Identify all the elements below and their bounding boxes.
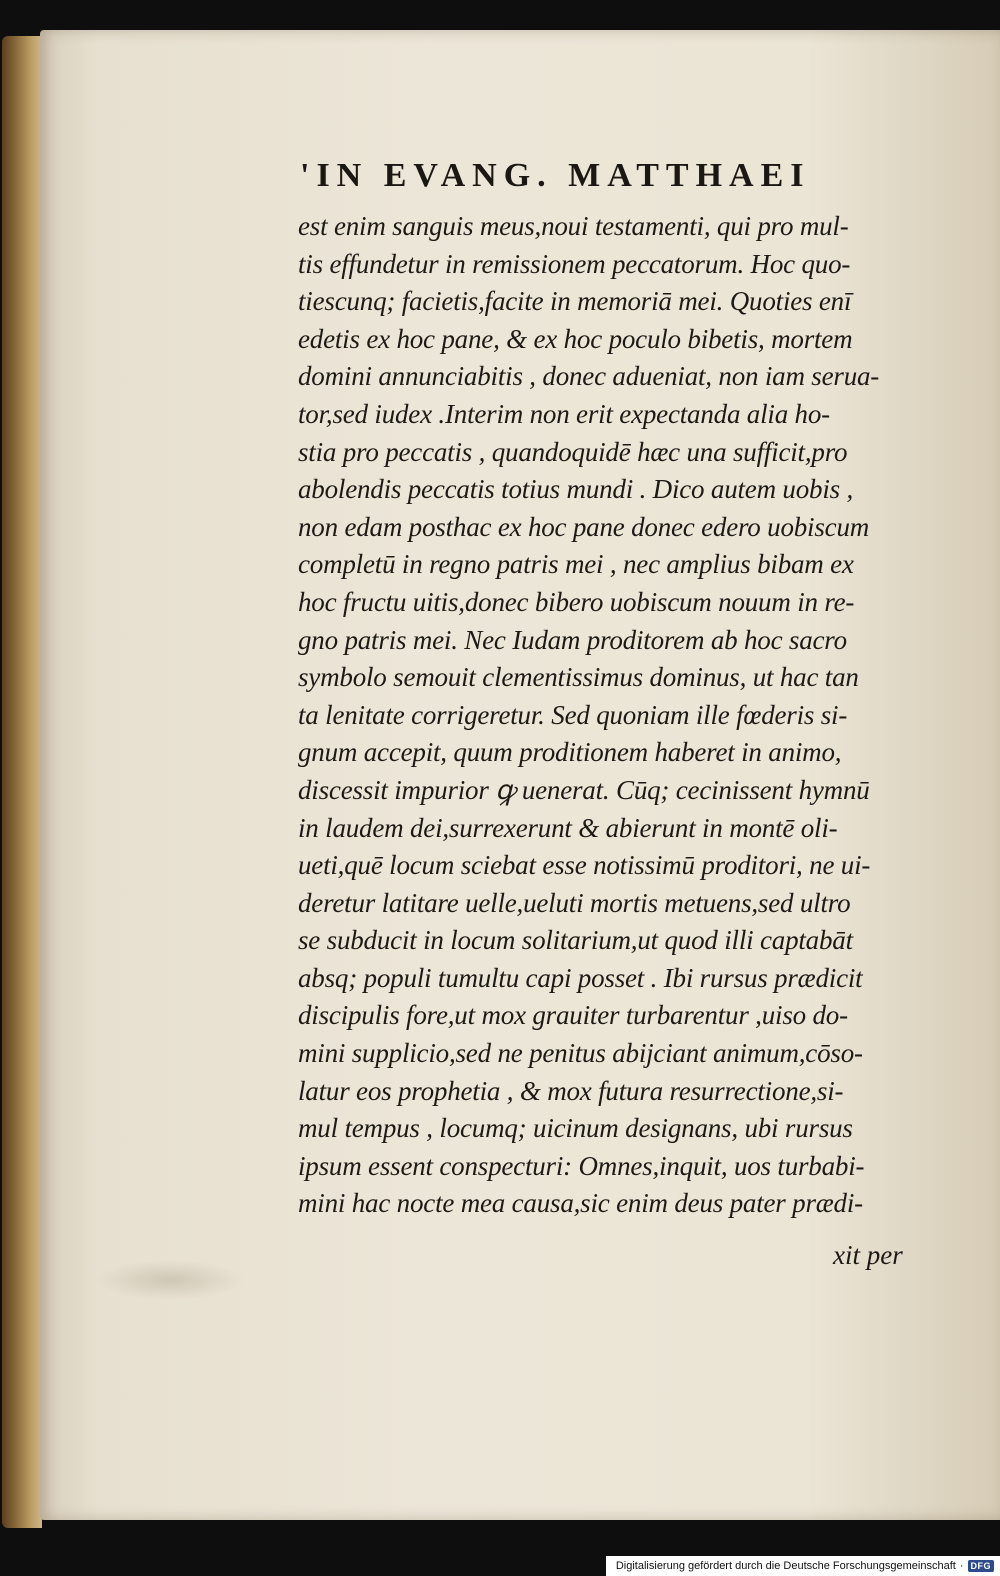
running-header: 'IN EVANG. MATTHAEI bbox=[300, 157, 811, 194]
text-line: est enim sanguis meus,noui testamenti, qui pro mul- bbox=[298, 211, 849, 241]
text-line: deretur latitare uelle,ueluti mortis metuens,sed ultro bbox=[298, 887, 851, 918]
book-edge bbox=[2, 36, 42, 1528]
text-block bbox=[298, 208, 938, 1223]
digitization-credit-bar bbox=[606, 1556, 1000, 1576]
text-line: absq; populi tumultu capi posset . Ibi rursus prædicit bbox=[298, 962, 863, 993]
text-line: tiescunq; facietis,facite in memoriā mei. Quoties enī bbox=[298, 286, 852, 317]
text-line: completū in regno patris mei , nec amplius bibam ex bbox=[298, 549, 854, 580]
text-line: se subducit in locum solitarium,ut quod illi captabāt bbox=[298, 925, 853, 956]
text-line: gnum accepit, quum proditionem haberet in animo, bbox=[298, 737, 842, 768]
text-line: gno patris mei. Nec Iudam proditorem ab hoc sacro bbox=[298, 624, 847, 655]
text-line: domini annunciabitis , donec adueniat, non iam serua- bbox=[298, 361, 880, 392]
text-line: symbolo semouit clementissimus dominus, ut hac tan bbox=[298, 662, 859, 693]
text-line: ueti,quē locum sciebat esse notissimū proditori, ne ui- bbox=[298, 850, 871, 881]
text-line: in laudem dei,surrexerunt & abierunt in montē oli- bbox=[298, 812, 838, 843]
paper-stain bbox=[95, 1260, 245, 1300]
text-line: ipsum essent conspecturi: Omnes,inquit, uos turbabi- bbox=[298, 1150, 865, 1181]
dfg-logo-icon: DFG bbox=[968, 1560, 995, 1572]
credit-separator: · bbox=[959, 1560, 964, 1572]
text-line: abolendis peccatis totius mundi . Dico autem uobis , bbox=[298, 474, 854, 505]
text-line: edetis ex hoc pane, & ex hoc poculo bibetis, mortem bbox=[298, 323, 853, 354]
digitization-credit-text: Digitalisierung gefördert durch die Deutsche Forschungsgemeinschaft bbox=[615, 1560, 956, 1572]
text-line: discessit impurior ꝙ uenerat. Cūq; cecinissent hymnū bbox=[298, 774, 870, 805]
text-line: non edam posthac ex hoc pane donec edero uobiscum bbox=[298, 511, 870, 542]
text-line: stia pro peccatis , quandoquidē hæc una sufficit,pro bbox=[298, 436, 848, 467]
text-line: tor,sed iudex .Interim non erit expectanda alia ho- bbox=[298, 398, 830, 429]
text-line: discipulis fore,ut mox grauiter turbarentur ,uiso do- bbox=[298, 1000, 848, 1031]
text-line: hoc fructu uitis,donec bibero uobiscum nouum in re- bbox=[298, 586, 855, 617]
text-line: mini hac nocte mea causa,sic enim deus pater prædi- bbox=[298, 1188, 863, 1219]
text-line: ta lenitate corrigeretur. Sed quoniam ille fœderis si- bbox=[298, 699, 848, 730]
text-line: latur eos prophetia , & mox futura resurrectione,si- bbox=[298, 1075, 844, 1106]
catchword: xit per bbox=[833, 1240, 903, 1270]
text-line: mini supplicio,sed ne penitus abijciant animum,cōso- bbox=[298, 1038, 863, 1069]
text-line: tis effundetur in remissionem peccatorum. Hoc quo- bbox=[298, 248, 851, 279]
text-line: mul tempus , locumq; uicinum designans, ubi rursus bbox=[298, 1113, 853, 1144]
